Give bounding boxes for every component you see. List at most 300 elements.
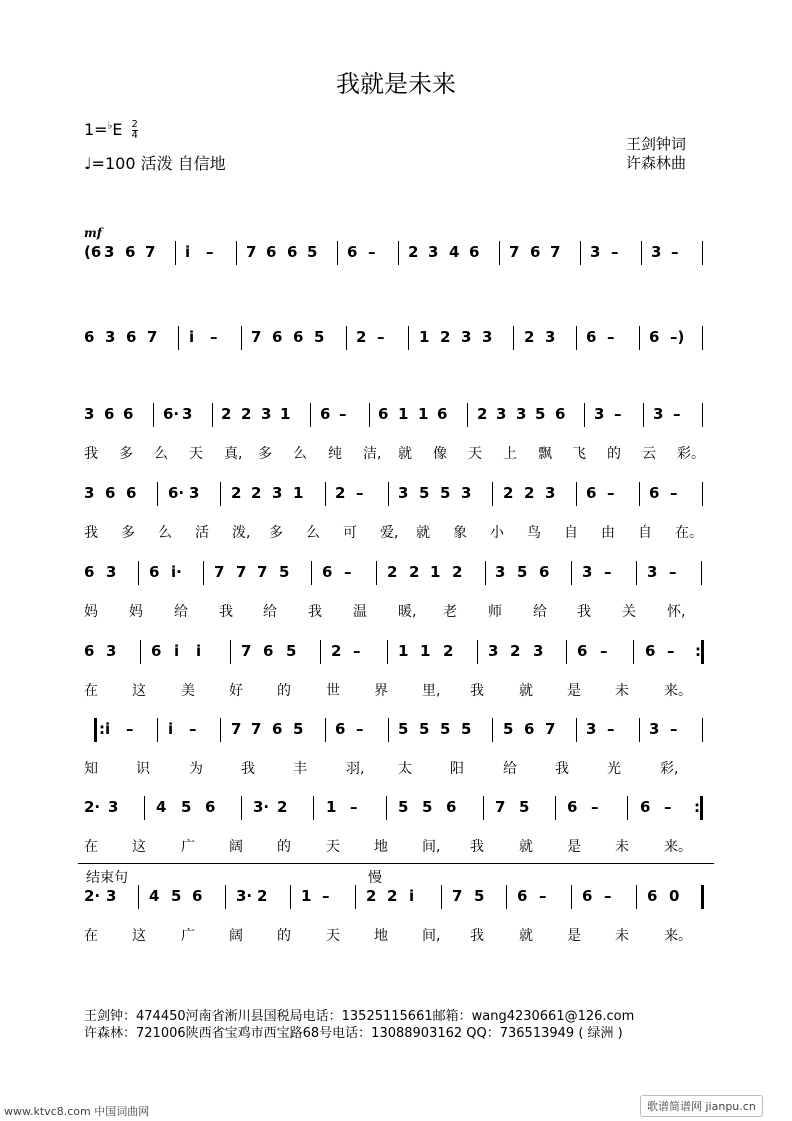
note: 6	[517, 887, 528, 905]
barline	[584, 403, 585, 427]
lyric-syllable: 可	[343, 525, 357, 541]
barline	[140, 640, 141, 664]
note: 3	[594, 405, 605, 423]
barline	[639, 482, 640, 506]
barline	[576, 482, 577, 506]
note: i	[189, 328, 195, 346]
note: 7	[231, 720, 242, 738]
lyric-syllable: 的	[607, 446, 621, 462]
note: 1	[419, 328, 430, 346]
note: 1	[293, 484, 304, 502]
note: 1	[418, 405, 429, 423]
note: 7	[251, 328, 262, 346]
flat-sign: ♭	[107, 120, 113, 132]
lyric-syllable: 天	[468, 446, 482, 462]
barline	[220, 482, 221, 506]
note: 5	[419, 484, 430, 502]
lyric-syllable: 天	[189, 446, 203, 462]
lyric-syllable: 给	[263, 604, 277, 620]
note: 2	[277, 798, 288, 816]
lyric-syllable: 地	[374, 928, 388, 944]
barline	[702, 718, 703, 742]
lyric-syllable: 来。	[664, 683, 692, 699]
tempo-marking: ♩=100 活泼 自信地	[84, 154, 226, 173]
note: 6	[649, 328, 660, 346]
note: –	[368, 243, 376, 261]
barline	[325, 482, 326, 506]
lyric-syllable: 师	[488, 604, 502, 620]
note: 3	[106, 563, 117, 581]
dynamic-mf: mf	[84, 226, 102, 240]
lyric-syllable: 我	[470, 683, 484, 699]
note: 6	[524, 720, 535, 738]
note: 6	[647, 887, 658, 905]
note: 7	[550, 243, 561, 261]
lyric-syllable: 给	[174, 604, 188, 620]
lyric-syllable: 怀,	[667, 604, 686, 620]
lyric-syllable: 未	[615, 683, 629, 699]
note: 6	[272, 720, 283, 738]
barline	[153, 403, 154, 427]
barline	[492, 718, 493, 742]
barline	[485, 561, 486, 585]
lyric-syllable: 妈	[84, 604, 98, 620]
note: 6	[293, 328, 304, 346]
note: 2	[409, 563, 420, 581]
note: –	[206, 243, 214, 261]
footer-line-1: 王剑钟：474450河南省淅川县国税局电话：13525115661邮箱：wang4230661@126.com	[84, 1009, 635, 1024]
repeat-dots: :	[695, 642, 701, 660]
barline	[639, 718, 640, 742]
lyricist: 王剑钟词	[626, 135, 687, 153]
note: 2	[356, 328, 367, 346]
note: –	[607, 720, 615, 738]
note: 6	[378, 405, 389, 423]
note: 6	[263, 642, 274, 660]
barline	[310, 403, 311, 427]
note: 6	[567, 798, 578, 816]
note: i	[105, 720, 111, 738]
lyric-syllable: 间,	[422, 839, 441, 855]
lyric-syllable: 我	[470, 839, 484, 855]
barline	[225, 885, 226, 909]
note: 6	[266, 243, 277, 261]
barline	[566, 640, 567, 664]
lyric-syllable: 么	[154, 446, 168, 462]
note: 6	[586, 484, 597, 502]
lyric-syllable: 么	[293, 446, 307, 462]
barline	[702, 403, 703, 427]
lyric-syllable: 么	[306, 525, 320, 541]
note: –	[670, 720, 678, 738]
note: 6	[555, 405, 566, 423]
barline	[483, 796, 484, 820]
lyric-syllable: 我	[577, 604, 591, 620]
lyric-syllable: 广	[181, 928, 195, 944]
lyric-syllable: 太	[398, 761, 412, 777]
lyric-syllable: 的	[277, 683, 291, 699]
lyric-syllable: 未	[615, 928, 629, 944]
barline	[325, 718, 326, 742]
barline	[144, 796, 145, 820]
key-prefix: 1=	[84, 120, 108, 139]
note: 2	[257, 887, 268, 905]
key-note: E	[112, 120, 123, 139]
note: 5	[474, 887, 485, 905]
note: 6	[84, 563, 95, 581]
barline	[241, 326, 242, 350]
barline	[236, 241, 237, 265]
note: –	[604, 887, 612, 905]
lyric-syllable: 羽,	[346, 761, 365, 777]
note: 6	[539, 563, 550, 581]
note: 5	[440, 484, 451, 502]
note: 3	[586, 720, 597, 738]
note: 6	[335, 720, 346, 738]
note: 2	[221, 405, 232, 423]
lyric-syllable: 就	[398, 446, 412, 462]
note: 6	[446, 798, 457, 816]
lyric-syllable: 在	[84, 839, 98, 855]
barline	[633, 640, 634, 664]
note: 3	[461, 484, 472, 502]
note: 7	[251, 720, 262, 738]
lyric-syllable: 是	[567, 839, 581, 855]
note: 6	[469, 243, 480, 261]
note: 6	[126, 328, 137, 346]
lyric-syllable: 在	[84, 683, 98, 699]
lyric-syllable: 妈	[129, 604, 143, 620]
barline	[175, 241, 176, 265]
lyric-syllable: 世	[326, 683, 340, 699]
note: 3	[495, 563, 506, 581]
note: 3	[105, 328, 116, 346]
lyric-syllable: 纯	[328, 446, 342, 462]
note: 6	[287, 243, 298, 261]
note: 3	[545, 484, 556, 502]
note: 3	[272, 484, 283, 502]
note: –	[210, 328, 218, 346]
barline	[513, 326, 514, 350]
lyric-syllable: 阔	[229, 839, 243, 855]
note: 5	[461, 720, 472, 738]
note: 1	[301, 887, 312, 905]
lyric-syllable: 好	[229, 683, 243, 699]
note: 2	[510, 642, 521, 660]
note: –	[126, 720, 134, 738]
note: 6	[205, 798, 216, 816]
barline	[157, 718, 158, 742]
barline	[290, 885, 291, 909]
ending-bracket	[78, 863, 714, 864]
note: –	[614, 405, 622, 423]
lyric-syllable: 阔	[229, 928, 243, 944]
note: 3	[104, 243, 115, 261]
lyric-syllable: 就	[519, 839, 533, 855]
barline	[241, 796, 242, 820]
note: 3	[653, 405, 664, 423]
note: 4	[449, 243, 460, 261]
note: 5	[419, 720, 430, 738]
footer-line-2: 许森林：721006陕西省宝鸡市西宝路68号电话：13088903162 QQ：736513949 ( 绿洲 )	[84, 1026, 623, 1041]
note: 3	[106, 887, 117, 905]
lyric-syllable: 阳	[450, 761, 464, 777]
lyric-line	[0, 522, 792, 542]
lyric-syllable: 飞	[572, 446, 586, 462]
note: 2·	[84, 887, 101, 905]
lyric-syllable: 多	[269, 525, 283, 541]
note: –	[670, 484, 678, 502]
note: 3	[84, 484, 95, 502]
lyric-syllable: 自	[564, 525, 578, 541]
note: 5	[422, 798, 433, 816]
note: –	[671, 243, 679, 261]
lyric-syllable: 自	[638, 525, 652, 541]
lyric-syllable: 么	[158, 525, 172, 541]
note: 3	[516, 405, 527, 423]
note: 7	[246, 243, 257, 261]
lyric-syllable: 就	[416, 525, 430, 541]
lyric-syllable: 界	[374, 683, 388, 699]
note: 3	[496, 405, 507, 423]
lyric-syllable: 像	[433, 446, 447, 462]
lyric-syllable: 的	[277, 839, 291, 855]
note: 6	[530, 243, 541, 261]
barline	[355, 885, 356, 909]
lyric-line	[0, 601, 792, 621]
note: 7	[236, 563, 247, 581]
lyric-syllable: 广	[181, 839, 195, 855]
note: 6	[105, 484, 116, 502]
note: –	[667, 642, 675, 660]
time-signature	[132, 120, 138, 141]
note: 2	[524, 484, 535, 502]
note: 3	[651, 243, 662, 261]
note: 6	[151, 642, 162, 660]
barline	[700, 796, 703, 820]
barline	[467, 403, 468, 427]
lyric-syllable: 在。	[675, 525, 703, 541]
lyric-syllable: 小	[490, 525, 504, 541]
key-signature	[84, 120, 138, 141]
note: 5	[398, 720, 409, 738]
lyric-syllable: 我	[84, 446, 98, 462]
lyric-syllable: 我	[241, 761, 255, 777]
lyric-syllable: 暖,	[398, 604, 417, 620]
note: 5	[314, 328, 325, 346]
note: –	[611, 243, 619, 261]
lyric-syllable: 飘	[538, 446, 552, 462]
note: 6	[347, 243, 358, 261]
note: 3	[649, 720, 660, 738]
note: i·	[171, 563, 182, 581]
lyric-syllable: 地	[374, 839, 388, 855]
lyric-syllable: 我	[308, 604, 322, 620]
lyric-syllable: 是	[567, 928, 581, 944]
note: 2	[366, 887, 377, 905]
note: 3	[545, 328, 556, 346]
lyric-syllable: 彩,	[660, 761, 679, 777]
watermark-left: www.ktvc8.com 中国词曲网	[4, 1105, 150, 1118]
note: 5	[398, 798, 409, 816]
note: 6	[84, 642, 95, 660]
note: 2	[251, 484, 262, 502]
note: 5	[517, 563, 528, 581]
note: –	[591, 798, 599, 816]
lyric-syllable: 是	[567, 683, 581, 699]
time-bottom: 4	[131, 130, 138, 141]
lyric-syllable: 温	[353, 604, 367, 620]
lyric-syllable: 鸟	[527, 525, 541, 541]
barline	[320, 640, 321, 664]
note: –	[600, 642, 608, 660]
barline	[311, 561, 312, 585]
lyric-line	[0, 836, 792, 856]
lyric-syllable: 里,	[422, 683, 441, 699]
note: 5	[519, 798, 530, 816]
lyric-syllable: 多	[258, 446, 272, 462]
note: 7	[509, 243, 520, 261]
lyric-syllable: 多	[119, 446, 133, 462]
lyric-syllable: 这	[132, 839, 146, 855]
barline	[203, 561, 204, 585]
note: 3	[261, 405, 272, 423]
note: 3	[182, 405, 193, 423]
barline	[701, 561, 702, 585]
barline	[388, 718, 389, 742]
note: 3	[189, 484, 200, 502]
note: i	[174, 642, 180, 660]
note: 6	[125, 243, 136, 261]
lyric-syllable: 间,	[422, 928, 441, 944]
note: 3	[590, 243, 601, 261]
note: 6	[192, 887, 203, 905]
lyric-syllable: 来。	[664, 839, 692, 855]
lyric-syllable: 这	[132, 683, 146, 699]
lyric-syllable: 我	[555, 761, 569, 777]
slow-label: 慢	[368, 870, 382, 886]
barline	[346, 326, 347, 350]
lyric-syllable: 知	[84, 761, 98, 777]
note: 3	[84, 405, 95, 423]
note: i	[185, 243, 191, 261]
note: 2	[443, 642, 454, 660]
barline	[369, 403, 370, 427]
note: 7	[545, 720, 556, 738]
note: 7	[495, 798, 506, 816]
lyric-syllable: 我	[219, 604, 233, 620]
time-top: 2	[131, 119, 138, 130]
lyric-syllable: 在	[84, 928, 98, 944]
note: 7	[214, 563, 225, 581]
note: 5	[535, 405, 546, 423]
note: 3	[398, 484, 409, 502]
barline	[555, 796, 556, 820]
note: 6	[577, 642, 588, 660]
note: 7	[147, 328, 158, 346]
lyric-syllable: 真,	[224, 446, 243, 462]
note: 1	[430, 563, 441, 581]
note: 6	[649, 484, 660, 502]
barline	[178, 326, 179, 350]
lyric-syllable: 丰	[293, 761, 307, 777]
ending-label: 结束句	[86, 870, 128, 886]
barline	[576, 718, 577, 742]
note: 6	[640, 798, 651, 816]
note: 5	[171, 887, 182, 905]
lyric-syllable: 天	[326, 928, 340, 944]
lyric-line	[0, 680, 792, 700]
note: –	[339, 405, 347, 423]
lyric-syllable: 就	[519, 928, 533, 944]
barline	[138, 885, 139, 909]
lyric-syllable: 天	[326, 839, 340, 855]
barline	[408, 326, 409, 350]
note: 5	[503, 720, 514, 738]
lyric-syllable: 我	[470, 928, 484, 944]
note: 5	[293, 720, 304, 738]
barline	[212, 403, 213, 427]
barline	[571, 561, 572, 585]
watermark-right: 歌谱简谱网 jianpu.cn	[640, 1095, 763, 1117]
note: 6	[149, 563, 160, 581]
note: 3	[428, 243, 439, 261]
note: 7	[241, 642, 252, 660]
note: 1	[280, 405, 291, 423]
note: 0	[669, 887, 680, 905]
note: 3	[106, 642, 117, 660]
note: 2	[387, 563, 398, 581]
note: 6	[645, 642, 656, 660]
note: 7	[145, 243, 156, 261]
note: 3	[582, 563, 593, 581]
barline	[576, 326, 577, 350]
note: 3	[108, 798, 119, 816]
note: –	[344, 563, 352, 581]
lyric-syllable: 上	[503, 446, 517, 462]
note: 1	[326, 798, 337, 816]
lyric-line	[0, 443, 792, 463]
lyric-syllable: 光	[607, 761, 621, 777]
note: 3·	[236, 887, 253, 905]
note: 2	[477, 405, 488, 423]
note: 2	[524, 328, 535, 346]
lyric-line	[0, 758, 792, 778]
barline	[313, 796, 314, 820]
note: 7	[257, 563, 268, 581]
note: (6	[84, 243, 102, 261]
note: 2	[452, 563, 463, 581]
barline	[702, 326, 703, 350]
note: 1	[398, 405, 409, 423]
note: 4	[149, 887, 160, 905]
note: 2	[408, 243, 419, 261]
note: –	[607, 484, 615, 502]
note: 2	[440, 328, 451, 346]
barline	[580, 241, 581, 265]
barline	[337, 241, 338, 265]
note: –	[353, 642, 361, 660]
note: 2	[241, 405, 252, 423]
barline	[376, 561, 377, 585]
barline	[157, 482, 158, 506]
barline	[398, 241, 399, 265]
note: 6	[104, 405, 115, 423]
lyric-syllable: 未	[615, 839, 629, 855]
lyric-line	[0, 925, 792, 945]
note: 2·	[84, 798, 101, 816]
note: 2	[331, 642, 342, 660]
